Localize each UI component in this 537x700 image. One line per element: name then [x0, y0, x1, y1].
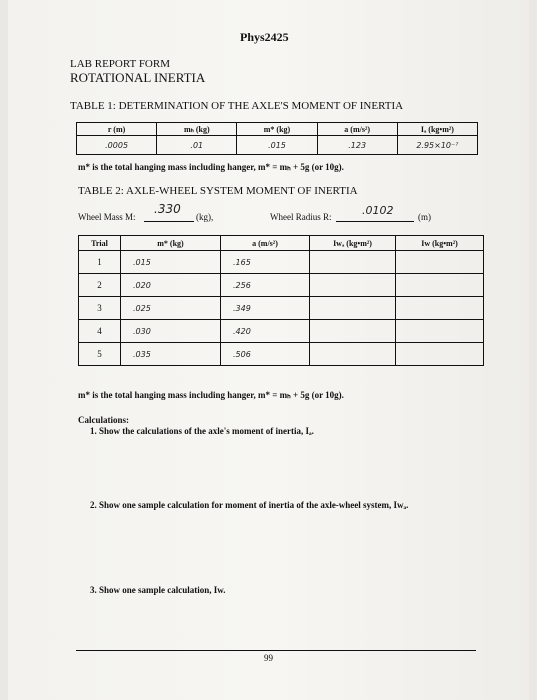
- iwa-cell: [310, 297, 396, 320]
- iwa-cell: [310, 251, 396, 274]
- iw-cell: [396, 274, 484, 297]
- table2-header-row: [79, 236, 484, 251]
- accel-value: .349: [221, 297, 310, 320]
- mstar-value: .035: [121, 343, 221, 366]
- wheel-radius-unit: (m): [418, 212, 431, 222]
- table1-header-mh: mₕ (kg): [157, 123, 237, 136]
- iw-cell: [396, 251, 484, 274]
- calculations-heading: Calculations:: [78, 415, 130, 425]
- table1-cell-r: .0005: [77, 136, 157, 155]
- table2-header-iw: Iw (kg•m²): [396, 236, 484, 251]
- table2-header-trial: Trial: [79, 236, 121, 251]
- wheel-mass-line: [144, 221, 194, 222]
- iwa-cell: [310, 343, 396, 366]
- iw-cell: [396, 297, 484, 320]
- table-row: [79, 274, 484, 297]
- footer-rule: [76, 650, 476, 651]
- table2-header-a: a (m/s²): [221, 236, 310, 251]
- form-title: ROTATIONAL INERTIA: [70, 70, 206, 85]
- iw-cell: [396, 343, 484, 366]
- wheel-radius-line: [336, 221, 414, 222]
- iwa-cell: [310, 320, 396, 343]
- accel-value: .165: [221, 251, 310, 274]
- wheel-mass-unit: (kg),: [196, 212, 214, 222]
- table-row: [79, 251, 484, 274]
- trial-number: 2: [79, 274, 121, 297]
- table2: [78, 235, 484, 366]
- mstar-value: .015: [121, 251, 221, 274]
- accel-value: .506: [221, 343, 310, 366]
- mstar-value: .030: [121, 320, 221, 343]
- table1: [76, 122, 478, 155]
- table1-cell-mstar: .015: [237, 136, 317, 155]
- calculation-item-1: 1. Show the calculations of the axle's moment of inertia, Iₐ.: [90, 426, 314, 436]
- table1-note: m* is the total hanging mass including hanger, m* = mₕ + 5g (or 10g).: [78, 162, 344, 172]
- table2-note: m* is the total hanging mass including hanger, m* = mₕ + 5g (or 10g).: [78, 390, 344, 400]
- table1-cell-ia: 2.95×10⁻⁷: [397, 136, 477, 155]
- trial-number: 1: [79, 251, 121, 274]
- mstar-value: .020: [121, 274, 221, 297]
- table1-header-mstar: m* (kg): [237, 123, 317, 136]
- table2-header-iwa: Iwₐ (kg•m²): [310, 236, 396, 251]
- document-page: [8, 0, 529, 700]
- iw-cell: [396, 320, 484, 343]
- wheel-radius-value: .0102: [362, 204, 394, 217]
- table1-header-row: [77, 123, 478, 136]
- wheel-mass-value: .330: [154, 202, 181, 216]
- table1-header-a: a (m/s²): [317, 123, 397, 136]
- trial-number: 5: [79, 343, 121, 366]
- table2-caption: TABLE 2: AXLE-WHEEL SYSTEM MOMENT OF INERTIA: [78, 185, 358, 197]
- table1-cell-mh: .01: [157, 136, 237, 155]
- table1-cell-a: .123: [317, 136, 397, 155]
- trial-number: 3: [79, 297, 121, 320]
- table1-data-row: [77, 136, 478, 155]
- table2-header-mstar: m* (kg): [121, 236, 221, 251]
- calculation-item-3: 3. Show one sample calculation, Iw.: [90, 585, 226, 595]
- trial-number: 4: [79, 320, 121, 343]
- table-row: [79, 320, 484, 343]
- accel-value: .256: [221, 274, 310, 297]
- page-number: 99: [264, 653, 273, 663]
- course-header: Phys2425: [240, 30, 289, 44]
- wheel-radius-label: Wheel Radius R:: [270, 212, 332, 222]
- table1-header-ia: Iₐ (kg•m²): [397, 123, 477, 136]
- iwa-cell: [310, 274, 396, 297]
- wheel-mass-label: Wheel Mass M:: [78, 212, 136, 222]
- mstar-value: .025: [121, 297, 221, 320]
- table-row: [79, 343, 484, 366]
- accel-value: .420: [221, 320, 310, 343]
- table-row: [79, 297, 484, 320]
- calculation-item-2: 2. Show one sample calculation for moment of inertia of the axle-wheel system, Iwₐ.: [90, 500, 409, 510]
- form-label: LAB REPORT FORM: [70, 58, 170, 70]
- table1-caption: TABLE 1: DETERMINATION OF THE AXLE'S MOMENT OF INERTIA: [70, 100, 404, 112]
- table1-header-r: r (m): [77, 123, 157, 136]
